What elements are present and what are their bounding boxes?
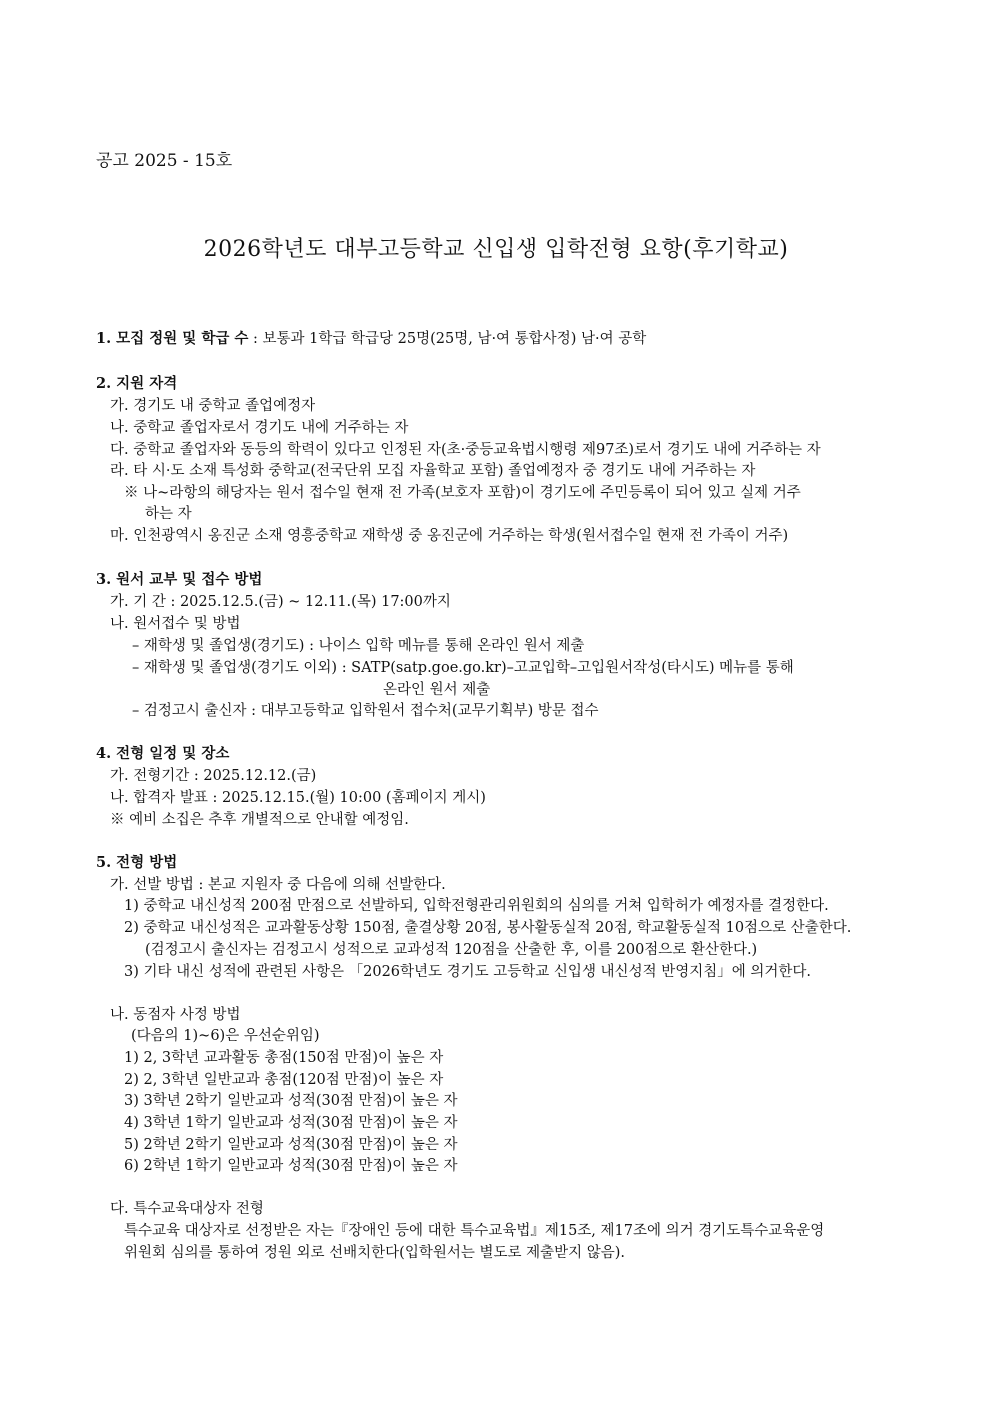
section-5-item-a2-note: (검정고시 출신자는 검정고시 성적으로 교과성적 120점을 산출한 후, 이를 200점으로 환산한다.) — [145, 942, 758, 958]
section-3-item-b1: – 재학생 및 졸업생(경기도) : 나이스 입학 메뉴를 통해 온라인 원서 제출 — [132, 638, 585, 654]
section-5-item-b1: 1) 2, 3학년 교과활동 총점(150점 만점)이 높은 자 — [124, 1050, 444, 1066]
section-2-note-line1: ※ 나~라항의 해당자는 원서 접수일 현재 전 가족(보호자 포함)이 경기도에 주민등록이 되어 있고 실제 거주 — [124, 485, 801, 501]
section-5-item-a3: 3) 기타 내신 성적에 관련된 사항은 「2026학년도 경기도 고등학교 신입생 내신성적 반영지침」에 의거한다. — [124, 964, 811, 980]
section-5-item-c: 다. 특수교육대상자 전형 — [110, 1201, 264, 1217]
section-5-heading: 5. 전형 방법 — [96, 854, 178, 871]
section-5-item-b: 나. 동점자 사정 방법 — [110, 1007, 241, 1023]
section-1-heading: 1. 모집 정원 및 학급 수 — [96, 330, 249, 347]
section-1 — [96, 329, 646, 349]
section-5-item-b4: 4) 3학년 1학기 일반교과 성적(30점 만점)이 높은 자 — [124, 1115, 458, 1131]
section-5-item-a: 가. 선발 방법 : 본교 지원자 중 다음에 의해 선발한다. — [110, 877, 446, 893]
section-5-item-b2: 2) 2, 3학년 일반교과 총점(120점 만점)이 높은 자 — [124, 1072, 444, 1088]
section-5-item-c-line2: 위원회 심의를 통하여 정원 외로 선배치한다(입학원서는 별도로 제출받지 않음). — [124, 1245, 626, 1261]
section-2-heading: 2. 지원 자격 — [96, 375, 178, 392]
section-4-heading: 4. 전형 일정 및 장소 — [96, 745, 230, 762]
section-5-item-a1: 1) 중학교 내신성적 200점 만점으로 선발하되, 입학전형관리위원회의 심의를 거쳐 입학허가 예정자를 결정한다. — [124, 898, 829, 914]
section-5-item-b6: 6) 2학년 1학기 일반교과 성적(30점 만점)이 높은 자 — [124, 1158, 458, 1174]
section-2-item-b: 나. 중학교 졸업자로서 경기도 내에 거주하는 자 — [110, 420, 409, 436]
section-5-item-b-note: (다음의 1)~6)은 우선순위임) — [131, 1028, 320, 1044]
notice-number: 공고 2025 - 15호 — [96, 151, 233, 171]
section-1-text: : 보통과 1학급 학급당 25명(25명, 남·여 통합사정) 남·여 공학 — [248, 331, 647, 347]
section-5-item-b3: 3) 3학년 2학기 일반교과 성적(30점 만점)이 높은 자 — [124, 1093, 458, 1109]
section-2-item-d: 라. 타 시·도 소재 특성화 중학교(전국단위 모집 자율학교 포함) 졸업예정자 중 경기도 내에 거주하는 자 — [110, 463, 756, 479]
document-title: 2026학년도 대부고등학교 신입생 입학전형 요항(후기학교) — [203, 237, 789, 262]
section-5-item-a2: 2) 중학교 내신성적은 교과활동상황 150점, 출결상황 20점, 봉사활동실적 20점, 학교활동실적 10점으로 산출한다. — [124, 920, 852, 936]
section-3-item-b3: – 검정고시 출신자 : 대부고등학교 입학원서 접수처(교무기획부) 방문 접수 — [132, 703, 599, 719]
section-3-item-b2-cont: 온라인 원서 제출 — [383, 682, 491, 698]
section-4-note: ※ 예비 소집은 추후 개별적으로 안내할 예정임. — [110, 812, 409, 828]
section-2-note-line2: 하는 자 — [145, 506, 192, 522]
section-4-item-b: 나. 합격자 발표 : 2025.12.15.(월) 10:00 (홈페이지 게시) — [110, 790, 486, 806]
section-2-item-c: 다. 중학교 졸업자와 동등의 학력이 있다고 인정된 자(초·중등교육법시행령 제97조)로서 경기도 내에 거주하는 자 — [110, 442, 821, 458]
section-4-item-a: 가. 전형기간 : 2025.12.12.(금) — [110, 768, 317, 784]
section-2-item-e: 마. 인천광역시 옹진군 소재 영흥중학교 재학생 중 옹진군에 거주하는 학생(원서접수일 현재 전 가족이 거주) — [110, 528, 789, 544]
section-5-item-b5: 5) 2학년 2학기 일반교과 성적(30점 만점)이 높은 자 — [124, 1137, 458, 1153]
section-3-item-a: 가. 기 간 : 2025.12.5.(금) ~ 12.11.(목) 17:00까지 — [110, 594, 451, 610]
section-3-item-b2: – 재학생 및 졸업생(경기도 이외) : SATP(satp.goe.go.kr)–고교입학–고입원서작성(타시도) 메뉴를 통해 — [132, 660, 794, 676]
section-2-item-a: 가. 경기도 내 중학교 졸업예정자 — [110, 398, 316, 414]
section-5-item-c-line1: 특수교육 대상자로 선정받은 자는『장애인 등에 대한 특수교육법』제15조, 제17조에 의거 경기도특수교육운영 — [124, 1223, 825, 1239]
section-3-heading: 3. 원서 교부 및 접수 방법 — [96, 571, 263, 588]
section-3-item-b: 나. 원서접수 및 방법 — [110, 616, 241, 632]
